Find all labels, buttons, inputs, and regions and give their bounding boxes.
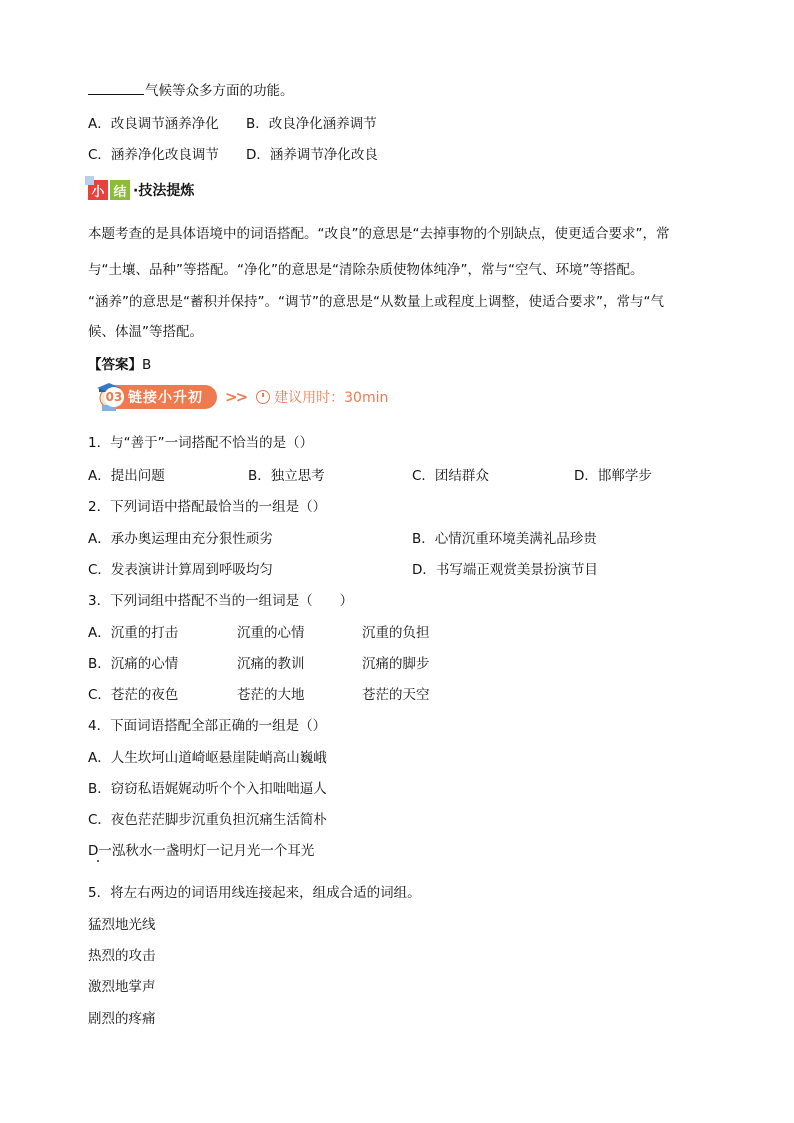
q2-option-b: B．心情沉重环境美满礼品珍贵 <box>412 531 597 547</box>
q3-row-b-3: 沉痛的脚步 <box>362 656 430 672</box>
clock-icon <box>256 390 270 404</box>
summary-line-3: “涵养”的意思是“蓄积并保持”。“调节”的意思是“从数量上或程度上调整，使适合要求”，常与“气 <box>88 294 664 310</box>
q5-stem: 5．将左右两边的词语用线连接起来，组成合适的词组。 <box>88 885 421 901</box>
answer-blank <box>88 82 144 95</box>
q2-stem: 2．下列词语中搭配最恰当的一组是（） <box>88 499 327 515</box>
answer-value: B <box>142 357 152 373</box>
summary-line-1: 本题考查的是具体语境中的词语搭配。“改良”的意思是“去掉事物的个别缺点，使更适合要求”，常 <box>88 226 670 242</box>
option-c: C．涵养净化改良调节 <box>88 147 219 163</box>
question-tail <box>88 82 294 100</box>
q3-row-c-2: 苍茫的大地 <box>237 687 305 703</box>
q5-item-3: 激烈地掌声 <box>88 979 156 995</box>
q5-item-4: 剧烈的疼痛 <box>88 1011 156 1027</box>
q5-item-2: 热烈的攻击 <box>88 948 156 964</box>
stray-dot <box>97 860 99 862</box>
badge-char-2: 结 <box>110 180 130 200</box>
section-banner <box>88 384 388 410</box>
summary-line-4: 候、体温”等搭配。 <box>88 324 203 340</box>
section-pill <box>102 385 217 409</box>
answer-line <box>88 353 151 373</box>
summary-title: ·技法提炼 <box>133 183 195 199</box>
q3-row-c-1: C．苍茫的夜色 <box>88 687 179 703</box>
q2-option-d: D．书写端正观赏美景扮演节目 <box>412 562 598 578</box>
q3-row-c-3: 苍茫的天空 <box>362 687 430 703</box>
q3-row-a-1: A．沉重的打击 <box>88 625 179 641</box>
q4-option-b: B．窃窃私语娓娓动听个个入扣咄咄逼人 <box>88 781 327 797</box>
q2-option-c: C．发表演讲计算周到呼吸均匀 <box>88 562 273 578</box>
q3-row-b-1: B．沉痛的心情 <box>88 656 179 672</box>
option-a: A．改良调节涵养净化 <box>88 116 219 132</box>
q1-option-c: C．团结群众 <box>412 468 489 484</box>
answer-label: 【答案】 <box>88 357 142 373</box>
q3-row-b-2: 沉痛的教训 <box>237 656 305 672</box>
section-title: 链接小升初 <box>128 390 203 406</box>
badge-char-1: 小 <box>88 180 108 200</box>
question-tail-text: 气候等众多方面的功能。 <box>145 83 294 99</box>
arrows-icon: >> <box>225 388 247 406</box>
q3-stem: 3．下列词组中搭配不当的一组词是（ ） <box>88 593 354 609</box>
summary-line-2: 与“土壤、品种”等搭配。“净化”的意思是“清除杂质使物体纯净”，常与“空气、环境”等搭配。 <box>88 262 644 278</box>
q3-row-a-2: 沉重的心情 <box>237 625 305 641</box>
q5-item-1: 猛烈地光线 <box>88 917 156 933</box>
q1-stem: 1．与“善于”一词搭配不恰当的是（） <box>88 435 314 451</box>
q4-option-d: D一泓秋水一盏明灯一记月光一个耳光 <box>88 843 315 859</box>
q4-option-a: A．人生坎坷山道崎岖悬崖陡峭高山巍峨 <box>88 750 327 766</box>
option-b: B．改良净化涵养调节 <box>246 116 377 132</box>
q1-option-a: A．提出问题 <box>88 468 165 484</box>
section-number: 03 <box>104 387 124 407</box>
q3-row-a-3: 沉重的负担 <box>362 625 430 641</box>
q1-option-b: B．独立思考 <box>248 468 325 484</box>
q2-option-a: A．承办奥运理由充分狠性顽劣 <box>88 531 273 547</box>
suggested-time: 建议用时：30min <box>274 390 389 406</box>
summary-header <box>88 178 194 202</box>
q4-stem: 4．下面词语搭配全部正确的一组是（） <box>88 718 327 734</box>
q1-option-d: D．邯郸学步 <box>574 468 652 484</box>
option-d: D．涵养调节净化改良 <box>246 147 378 163</box>
q4-option-c: C．夜色茫茫脚步沉重负担沉痛生活简朴 <box>88 812 327 828</box>
